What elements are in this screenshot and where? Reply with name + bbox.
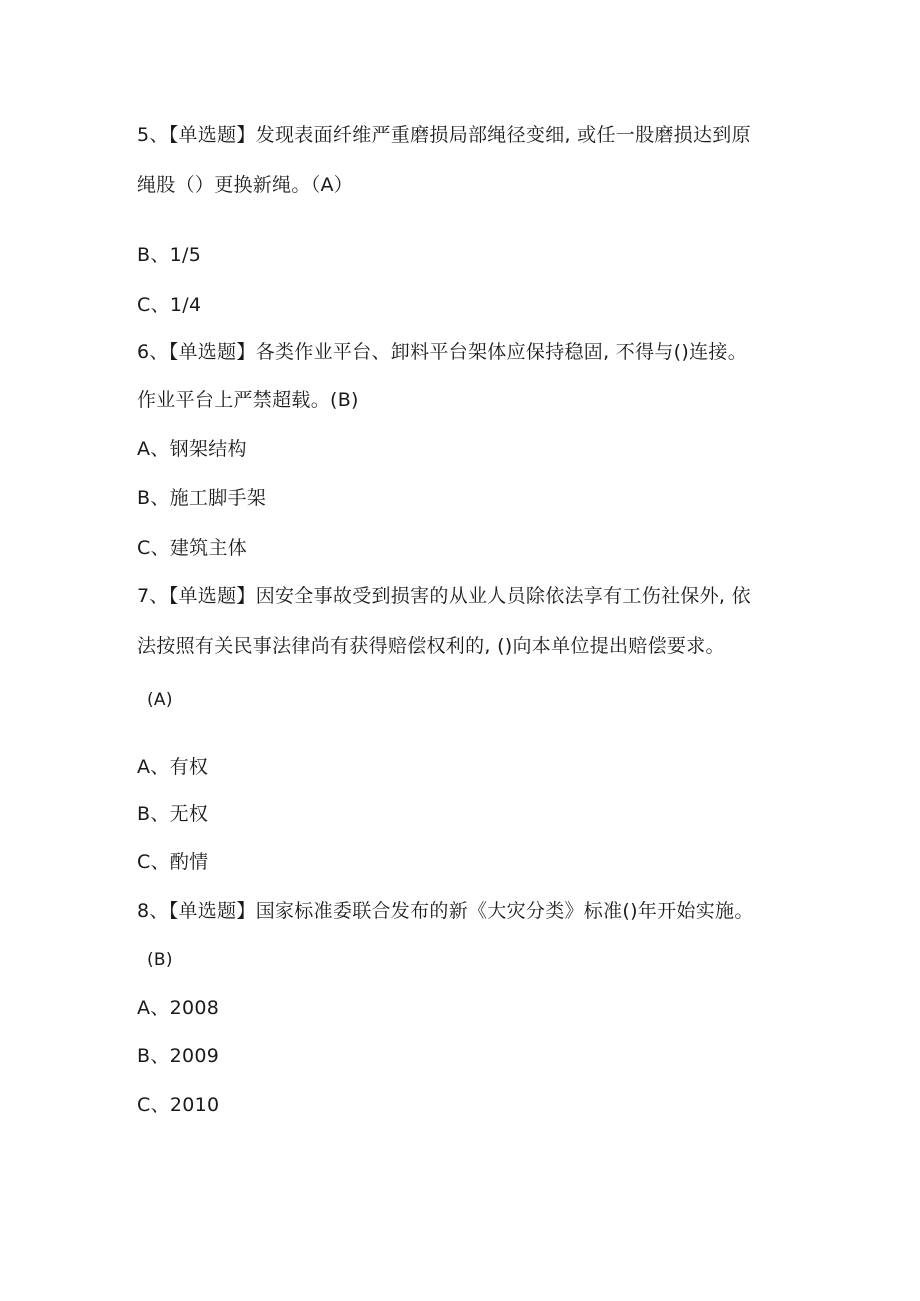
question-5-stem-line-1: 5、【单选题】发现表面纤维严重磨损局部绳径变细, 或任一股磨损达到原 xyxy=(137,124,751,146)
question-6-stem-line-1: 6、【单选题】各类作业平台、卸料平台架体应保持稳固, 不得与()连接。 xyxy=(137,341,747,363)
question-8-answer: (B) xyxy=(147,950,173,970)
question-8-option-a: A、2008 xyxy=(137,997,220,1019)
question-7-option-b: B、无权 xyxy=(137,803,209,825)
question-7-stem-line-2: 法按照有关民事法律尚有获得赔偿权利的, ()向本单位提出赔偿要求。 xyxy=(137,635,725,657)
question-7-stem-line-1: 7、【单选题】因安全事故受到损害的从业人员除依法享有工伤社保外, 依 xyxy=(137,585,751,607)
question-5-stem-line-2: 绳股（）更换新绳。（A） xyxy=(137,174,354,196)
question-6-option-c: C、建筑主体 xyxy=(137,537,248,559)
question-7-answer: (A) xyxy=(147,690,173,710)
question-8-option-c: C、2010 xyxy=(137,1094,220,1116)
question-8-option-b: B、2009 xyxy=(137,1045,220,1067)
question-7-option-a: A、有权 xyxy=(137,756,209,778)
question-6-option-a: A、钢架结构 xyxy=(137,438,247,460)
question-5-option-b: B、1/5 xyxy=(137,244,202,266)
question-6-stem-line-2: 作业平台上严禁超载。(B) xyxy=(137,389,359,411)
question-6-option-b: B、施工脚手架 xyxy=(137,487,267,509)
question-7-option-c: C、酌情 xyxy=(137,851,209,873)
question-5-option-c: C、1/4 xyxy=(137,294,202,316)
question-8-stem-line-1: 8、【单选题】国家标准委联合发布的新《大灾分类》标准()年开始实施。 xyxy=(137,900,754,922)
